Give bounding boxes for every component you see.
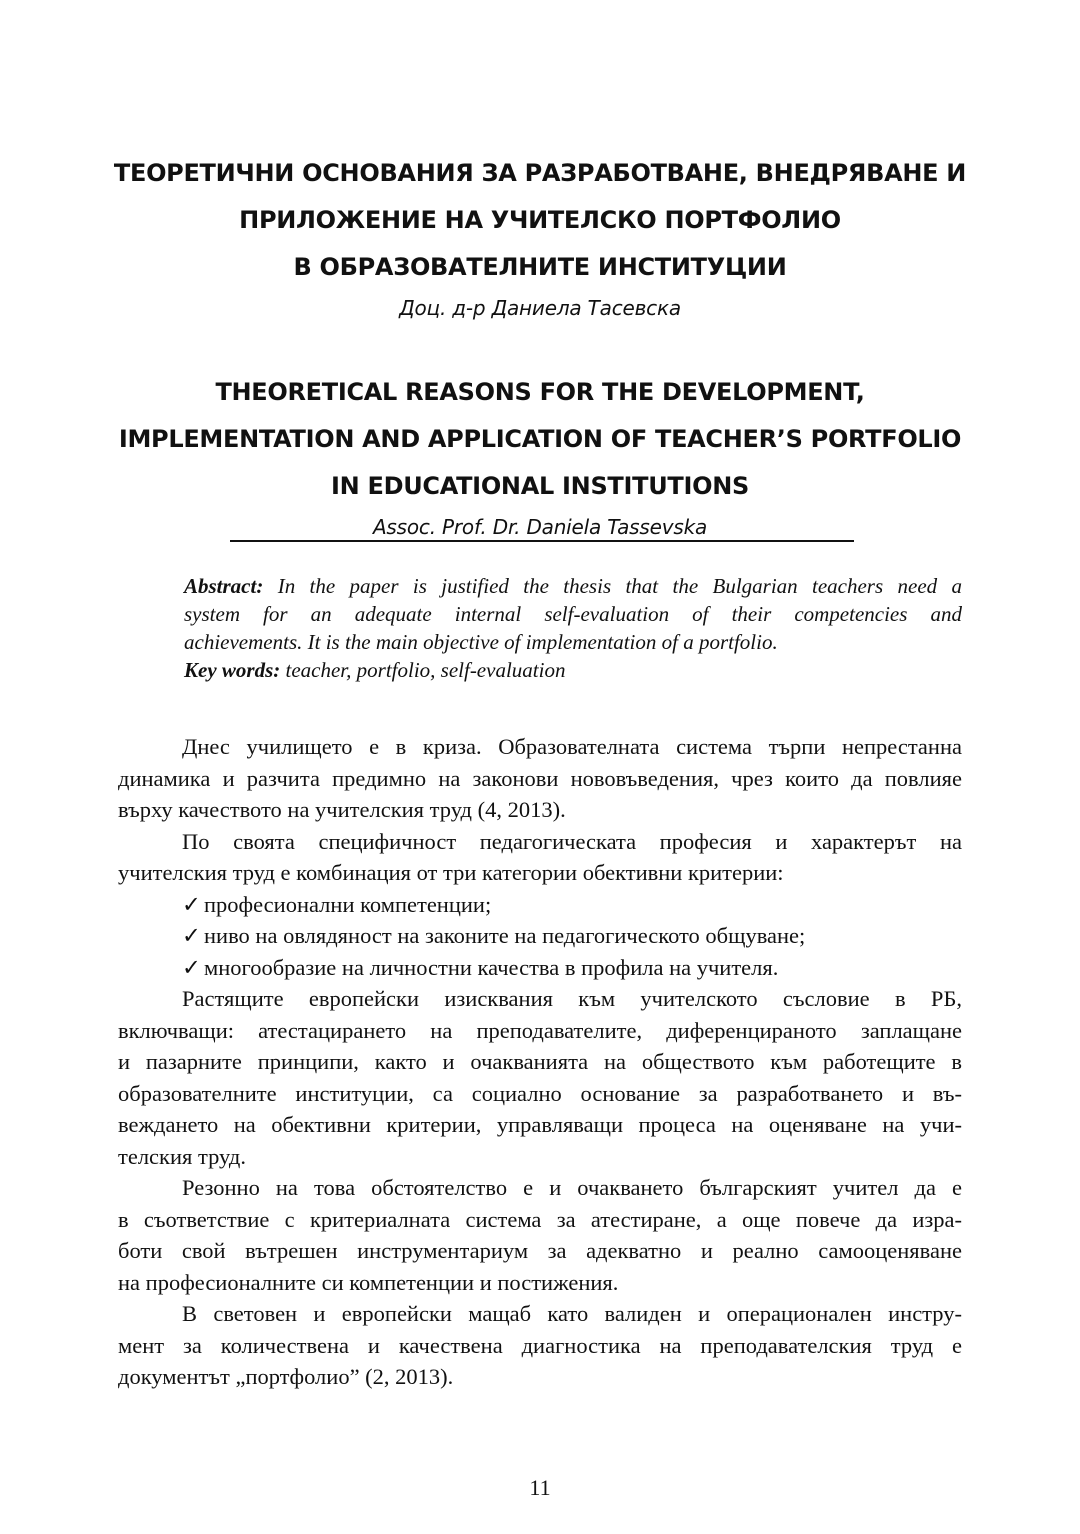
title-bg-line: ПРИЛОЖЕНИЕ НА УЧИТЕЛСКО ПОРТФОЛИО — [239, 206, 841, 234]
bullet-item — [118, 952, 962, 984]
author-en: Assoc. Prof. Dr. Daniela Tassevska — [372, 515, 708, 539]
title-english — [100, 369, 980, 544]
abstract-line: system for an adequate internal self-evaluation of their competencies and — [184, 602, 962, 626]
body-line: боти свой вътрешен инструментариум за адекватно и реално самооценяване — [118, 1238, 962, 1263]
body-line: телския труд. — [118, 1143, 246, 1169]
title-bg-line: ТЕОРЕТИЧНИ ОСНОВАНИЯ ЗА РАЗРАБОТВАНЕ, ВНЕДРЯВАНЕ И — [113, 159, 967, 187]
body-line: Резонно на това обстоятелство е и очакването българският учител да е — [182, 1175, 962, 1200]
title-en-line: IMPLEMENTATION AND APPLICATION OF TEACHER’S PORTFOLIO — [118, 425, 962, 453]
body-line: По своята специфичност педагогическата професия и характерът на — [182, 828, 962, 854]
bullet-text: многообразие на личностни качества в профила на учителя. — [204, 954, 779, 980]
bullet-item — [118, 889, 962, 921]
body-line: в съответствие с критериалната система за атестиране, а още повече да изра- — [118, 1206, 962, 1232]
body-line: мент за количествена и качествена диагностика на преподавателския труд е — [118, 1332, 962, 1358]
body-line: върху качеството на учителския труд (4, 2013). — [118, 797, 566, 822]
body-line: Растящите европейски изисквания към учителското съсловие в РБ, — [182, 986, 962, 1011]
abstract-line — [184, 572, 962, 600]
body-line: образователните институции, са социално основание за разработването и въ- — [118, 1080, 962, 1106]
bullet-item — [118, 920, 962, 952]
page-number: 11 — [529, 1475, 551, 1500]
body-line: Днес училището е в криза. Образователната система търпи непрестанна — [182, 734, 962, 759]
title-en-line: IN EDUCATIONAL INSTITUTIONS — [331, 472, 749, 500]
separator-rule — [230, 540, 854, 542]
body-line: документът „портфолио” (2, 2013). — [118, 1364, 454, 1389]
body-line: включващи: атестацирането на преподавателите, диференцираното заплащане — [118, 1017, 962, 1043]
body-text — [118, 731, 962, 1393]
checkmark-icon: ✓ — [182, 923, 201, 948]
keywords-line — [184, 656, 962, 684]
body-line: на професионалните си компетенции и постижения. — [118, 1269, 619, 1295]
keywords-label: Key words: — [184, 658, 281, 682]
title-bg-line: В ОБРАЗОВАТЕЛНИТЕ ИНСТИТУЦИИ — [293, 253, 787, 281]
bullet-text: ниво на овлядяност на законите на педагогическото общуване; — [204, 923, 806, 948]
body-line: динамика и разчита предимно на законови нововъведения, чрез които да повлияе — [118, 765, 962, 791]
title-en-line: THEORETICAL REASONS FOR THE DEVELOPMENT, — [215, 378, 865, 406]
bullet-text: професионални компетенции; — [204, 891, 492, 917]
body-line: веждането на обективни критерии, управляващи процеса на оценяване на учи- — [118, 1112, 962, 1137]
body-line: учителския труд е комбинация от три категории обективни критерии: — [118, 860, 784, 885]
abstract-text: In the paper is justified the thesis that the Bulgarian teachers need a — [277, 574, 962, 598]
title-bulgarian — [100, 150, 980, 325]
checkmark-icon: ✓ — [182, 954, 201, 980]
keywords-text: teacher, portfolio, self-evaluation — [285, 658, 566, 682]
author-bg: Доц. д-р Даниела Тасевска — [399, 296, 681, 320]
abstract — [184, 572, 962, 684]
abstract-line: achievements. It is the main objective of implementation of a portfolio. — [184, 630, 778, 654]
abstract-label: Abstract: — [184, 574, 264, 598]
body-line: В световен и европейски мащаб като валиден и операционален инстру- — [182, 1301, 962, 1326]
body-line: и пазарните принципи, както и очакванията на обществото към работещите в — [118, 1049, 962, 1074]
title-block — [100, 150, 980, 544]
checkmark-icon: ✓ — [182, 891, 201, 917]
